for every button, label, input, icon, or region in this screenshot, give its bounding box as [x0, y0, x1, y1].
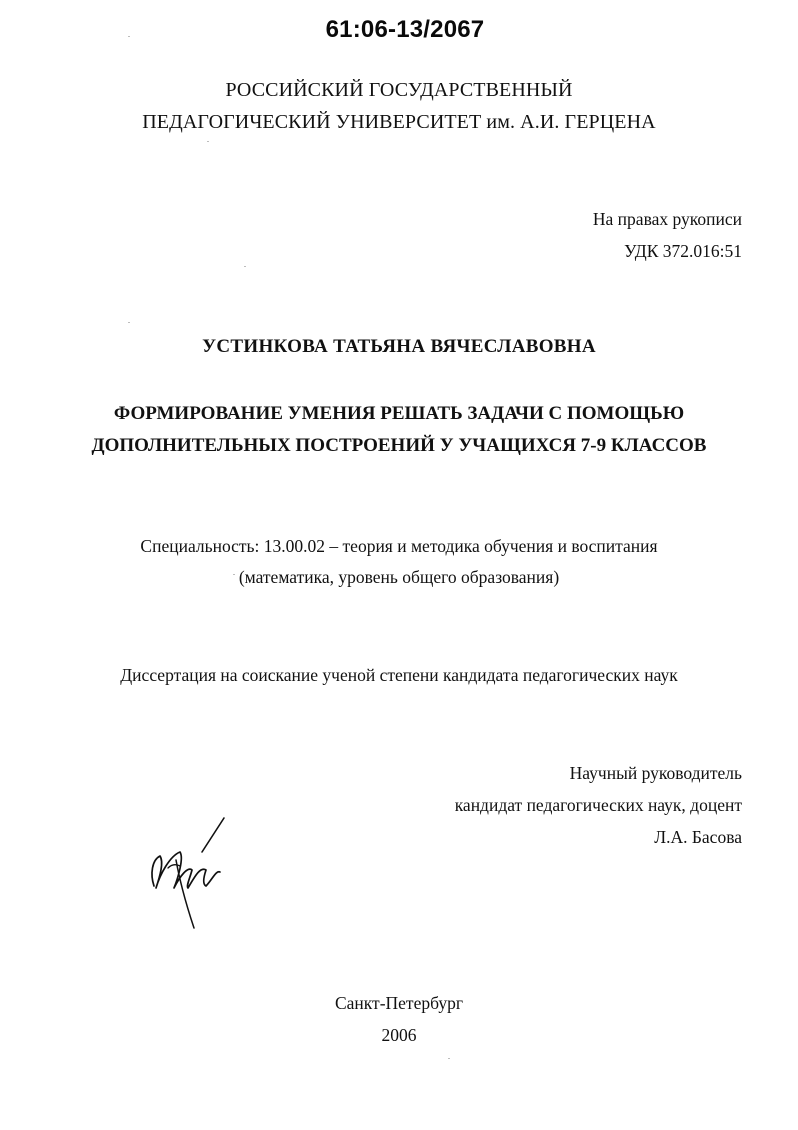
author-name: УСТИНКОВА ТАТЬЯНА ВЯЧЕСЛАВОВНА: [202, 336, 596, 357]
supervisor-role: Научный руководитель: [569, 763, 742, 783]
scan-speck: [128, 322, 130, 323]
thesis-title-line-2: ДОПОЛНИТЕЛЬНЫХ ПОСТРОЕНИЙ У УЧАЩИХСЯ 7-9 КЛАССОВ: [91, 435, 707, 456]
supervisor-name: Л.А. Басова: [654, 827, 742, 847]
supervisor-degree: кандидат педагогических наук, доцент: [454, 795, 742, 815]
scan-speck: [448, 1058, 450, 1059]
udk-code: УДК 372.016:51: [624, 241, 742, 261]
specialty-line-2: (математика, уровень общего образования): [238, 567, 560, 587]
handwritten-signature: [140, 812, 240, 932]
scan-speck: [128, 36, 130, 37]
dissertation-degree: Диссертация на соискание ученой степени кандидата педагогических наук: [120, 665, 678, 685]
scan-speck: [233, 574, 235, 575]
institution-line-2: ПЕДАГОГИЧЕСКИЙ УНИВЕРСИТЕТ им. А.И. ГЕРЦЕНА: [142, 111, 656, 133]
institution-line-1: РОССИЙСКИЙ ГОСУДАРСТВЕННЫЙ: [225, 79, 573, 101]
archive-stamp: 61:06-13/2067: [325, 16, 485, 43]
thesis-title-line-1: ФОРМИРОВАНИЕ УМЕНИЯ РЕШАТЬ ЗАДАЧИ С ПОМОЩЬЮ: [113, 403, 685, 424]
scan-speck: [207, 141, 209, 142]
specialty-line-1: Специальность: 13.00.02 – теория и методика обучения и воспитания: [140, 536, 658, 556]
rights-note: На правах рукописи: [592, 209, 742, 229]
scan-speck: [244, 266, 246, 267]
city: Санкт-Петербург: [334, 993, 464, 1013]
year: 2006: [381, 1025, 417, 1045]
